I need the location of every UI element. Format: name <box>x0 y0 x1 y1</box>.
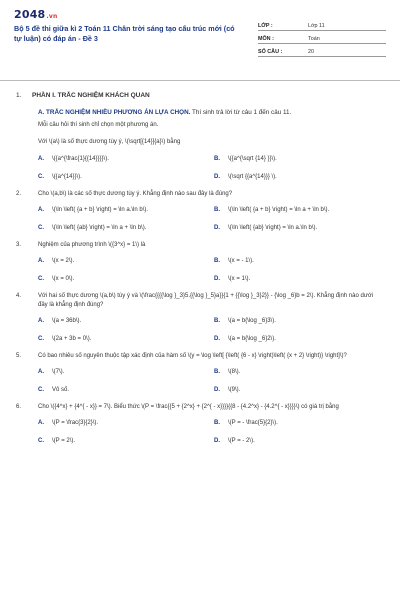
option-text: \(x = 2\). <box>52 258 75 264</box>
option-text: \({a^{\frac{1}{{14}}}}\). <box>52 156 109 162</box>
option-letter: B. <box>214 207 220 213</box>
question-1-stem: Với \(a\) là số thực dương tùy ý, \(\sqrt[{14}]{a}\) bằng <box>38 139 181 145</box>
option-letter: D. <box>214 387 220 393</box>
option-text: \(x = 1\). <box>228 276 251 282</box>
option-text: \(2a + 3b = 0\). <box>52 336 92 342</box>
option-text: \({a^{14}}\). <box>52 174 82 180</box>
option-b[interactable] <box>214 258 384 264</box>
option-letter: C. <box>38 336 44 342</box>
meta-value: 20 <box>308 49 314 55</box>
option-letter: A. <box>38 318 44 324</box>
question-number: 6. <box>16 404 22 410</box>
exam-meta <box>258 18 386 57</box>
question-6-options <box>38 420 386 444</box>
meta-row-subject <box>258 31 386 44</box>
option-text: \(P = - \frac{5}{2}\). <box>228 420 278 426</box>
option-text: \(x = - 1\). <box>228 258 254 264</box>
section-title: PHẦN I. TRẮC NGHIỆM KHÁCH QUAN <box>32 92 150 99</box>
meta-row-class <box>258 18 386 31</box>
question-text: Có bao nhiêu số nguyên thuộc tập xác định của hàm số \(y = \log \left[ {\left( {6 - x} \right)\left( {x + 2} \right)} \right]\)? <box>38 353 347 359</box>
option-letter: B. <box>214 420 220 426</box>
option-letter: D. <box>214 174 220 180</box>
option-letter: C. <box>38 438 44 444</box>
option-letter: A. <box>38 258 44 264</box>
option-text: \(\ln \left( {a + b} \right) = \ln a + \ln b\). <box>228 207 330 213</box>
question-number: 2. <box>16 191 22 197</box>
option-text: \(\ln \left( {a + b} \right) = \ln a.\ln b\). <box>52 207 149 213</box>
option-c[interactable] <box>38 438 214 444</box>
option-b[interactable] <box>214 420 384 426</box>
option-text: \(9\). <box>228 387 241 393</box>
question-2 <box>14 190 386 231</box>
option-text: \(a = b{\log _6}2\). <box>228 336 276 342</box>
meta-value: Lớp 11 <box>308 23 325 29</box>
meta-key: MÔN : <box>258 36 274 42</box>
meta-row-count <box>258 44 386 57</box>
option-a[interactable] <box>38 207 214 213</box>
option-a[interactable] <box>38 369 214 375</box>
option-b[interactable] <box>214 207 384 213</box>
question-stem <box>14 241 386 250</box>
section-heading <box>14 92 386 99</box>
question-number: 5. <box>16 353 22 359</box>
option-text: \({a^{\sqrt {14} }}\). <box>228 156 277 162</box>
question-stem <box>14 190 386 199</box>
option-d[interactable] <box>214 174 384 180</box>
option-c[interactable] <box>38 225 214 231</box>
option-letter: B. <box>214 369 220 375</box>
brand-suffix: .vn <box>46 13 58 20</box>
question-text: Cho \(a,b\) là các số thực dương tùy ý. Khẳng định nào sau đây là đúng? <box>38 191 233 197</box>
option-b[interactable] <box>214 156 384 162</box>
question-stem <box>14 352 386 361</box>
part-title: A. TRẮC NGHIỆM NHIỀU PHƯƠNG ÁN LỰA CHỌN. <box>38 109 191 116</box>
brand-name: 2048 <box>14 8 46 21</box>
question-number: 3. <box>16 242 22 248</box>
option-text: \(\sqrt {{a^{14}}} \). <box>228 174 277 180</box>
option-letter: C. <box>38 225 44 231</box>
meta-key: LỚP : <box>258 23 273 29</box>
option-letter: C. <box>38 174 44 180</box>
option-letter: A. <box>38 369 44 375</box>
option-text: \(P = \frac{3}{2}\). <box>52 420 99 426</box>
option-c[interactable] <box>38 276 214 282</box>
option-text: Vô số. <box>52 387 70 393</box>
option-letter: D. <box>214 225 220 231</box>
option-b[interactable] <box>214 369 384 375</box>
option-a[interactable] <box>38 318 214 324</box>
brand-logo[interactable] <box>14 8 244 21</box>
part-instruction-text: Thí sinh trả lời từ câu 1 đến câu 11. <box>190 109 292 116</box>
question-3 <box>14 241 386 282</box>
option-c[interactable] <box>38 336 214 342</box>
option-letter: A. <box>38 420 44 426</box>
option-text: \(a = b{\log _6}3\). <box>228 318 276 324</box>
question-text: Với hai số thực dương \(a,b\) tùy ý và \(\frac{{{{\log }_3}5.{{\log }_5}a}}{1 + {{\log }_3}2}} - {\log _6}b = 2\). Khẳng định nào dưới đây là khẳng định đúng? <box>38 293 374 308</box>
option-a[interactable] <box>38 258 214 264</box>
section-number: 1. <box>16 92 22 99</box>
question-2-options <box>38 207 386 231</box>
question-number: 4. <box>16 293 22 299</box>
option-c[interactable] <box>38 174 214 180</box>
question-4 <box>14 292 386 342</box>
question-3-options <box>38 258 386 282</box>
option-text: \(P = 2\). <box>52 438 76 444</box>
option-text: \(x = 0\). <box>52 276 75 282</box>
question-stem <box>14 292 386 310</box>
option-d[interactable] <box>214 225 384 231</box>
header-divider <box>0 80 400 81</box>
option-d[interactable] <box>214 336 384 342</box>
option-letter: C. <box>38 387 44 393</box>
question-5 <box>14 352 386 393</box>
document-title: Bộ 5 đề thi giữa kì 2 Toán 11 Chân trời sáng tạo cấu trúc mới (có tự luận) có đáp án - Đề 3 <box>14 24 235 43</box>
option-letter: A. <box>38 207 44 213</box>
question-6 <box>14 403 386 444</box>
option-d[interactable] <box>214 438 384 444</box>
option-c[interactable] <box>38 387 214 393</box>
option-text: \(\ln \left( {ab} \right) = \ln a + \ln b\). <box>52 225 147 231</box>
question-5-options <box>38 369 386 393</box>
option-letter: A. <box>38 156 44 162</box>
option-text: \(a = 36b\). <box>52 318 82 324</box>
option-text: \(8\). <box>228 369 241 375</box>
option-a[interactable] <box>38 420 214 426</box>
page-header <box>14 6 386 70</box>
option-d[interactable] <box>214 387 384 393</box>
question-1-options <box>38 156 386 180</box>
option-letter: D. <box>214 438 220 444</box>
meta-key: SỐ CÂU : <box>258 49 283 55</box>
option-d[interactable] <box>214 276 384 282</box>
option-letter: D. <box>214 276 220 282</box>
question-4-options <box>38 318 386 342</box>
option-letter: B. <box>214 318 220 324</box>
option-text: \(P = - 2\). <box>228 438 255 444</box>
question-stem <box>14 403 386 412</box>
option-letter: B. <box>214 258 220 264</box>
option-text: \(\ln \left( {ab} \right) = \ln a.\ln b\). <box>228 225 318 231</box>
option-letter: B. <box>214 156 220 162</box>
meta-value: Toán <box>308 36 320 42</box>
option-text: \(7\). <box>52 369 65 375</box>
part-instruction <box>38 108 386 117</box>
header-left <box>14 6 244 44</box>
option-b[interactable] <box>214 318 384 324</box>
instruction-note: Mỗi câu hỏi thí sinh chỉ chọn một phương án. <box>38 122 159 128</box>
question-text: Cho \({4^x} + {4^{ - x}} = 7\). Biểu thức \(P = \frac{{5 + {2^x} + {2^{ - x}}}}{{8 - {4.2^x} - {4.2^{ - x}}}}\) có giá trị bằng <box>38 404 339 410</box>
option-letter: C. <box>38 276 44 282</box>
question-text: Nghiệm của phương trình \({3^x} = 1\) là <box>38 242 146 248</box>
option-a[interactable] <box>38 156 214 162</box>
option-letter: D. <box>214 336 220 342</box>
